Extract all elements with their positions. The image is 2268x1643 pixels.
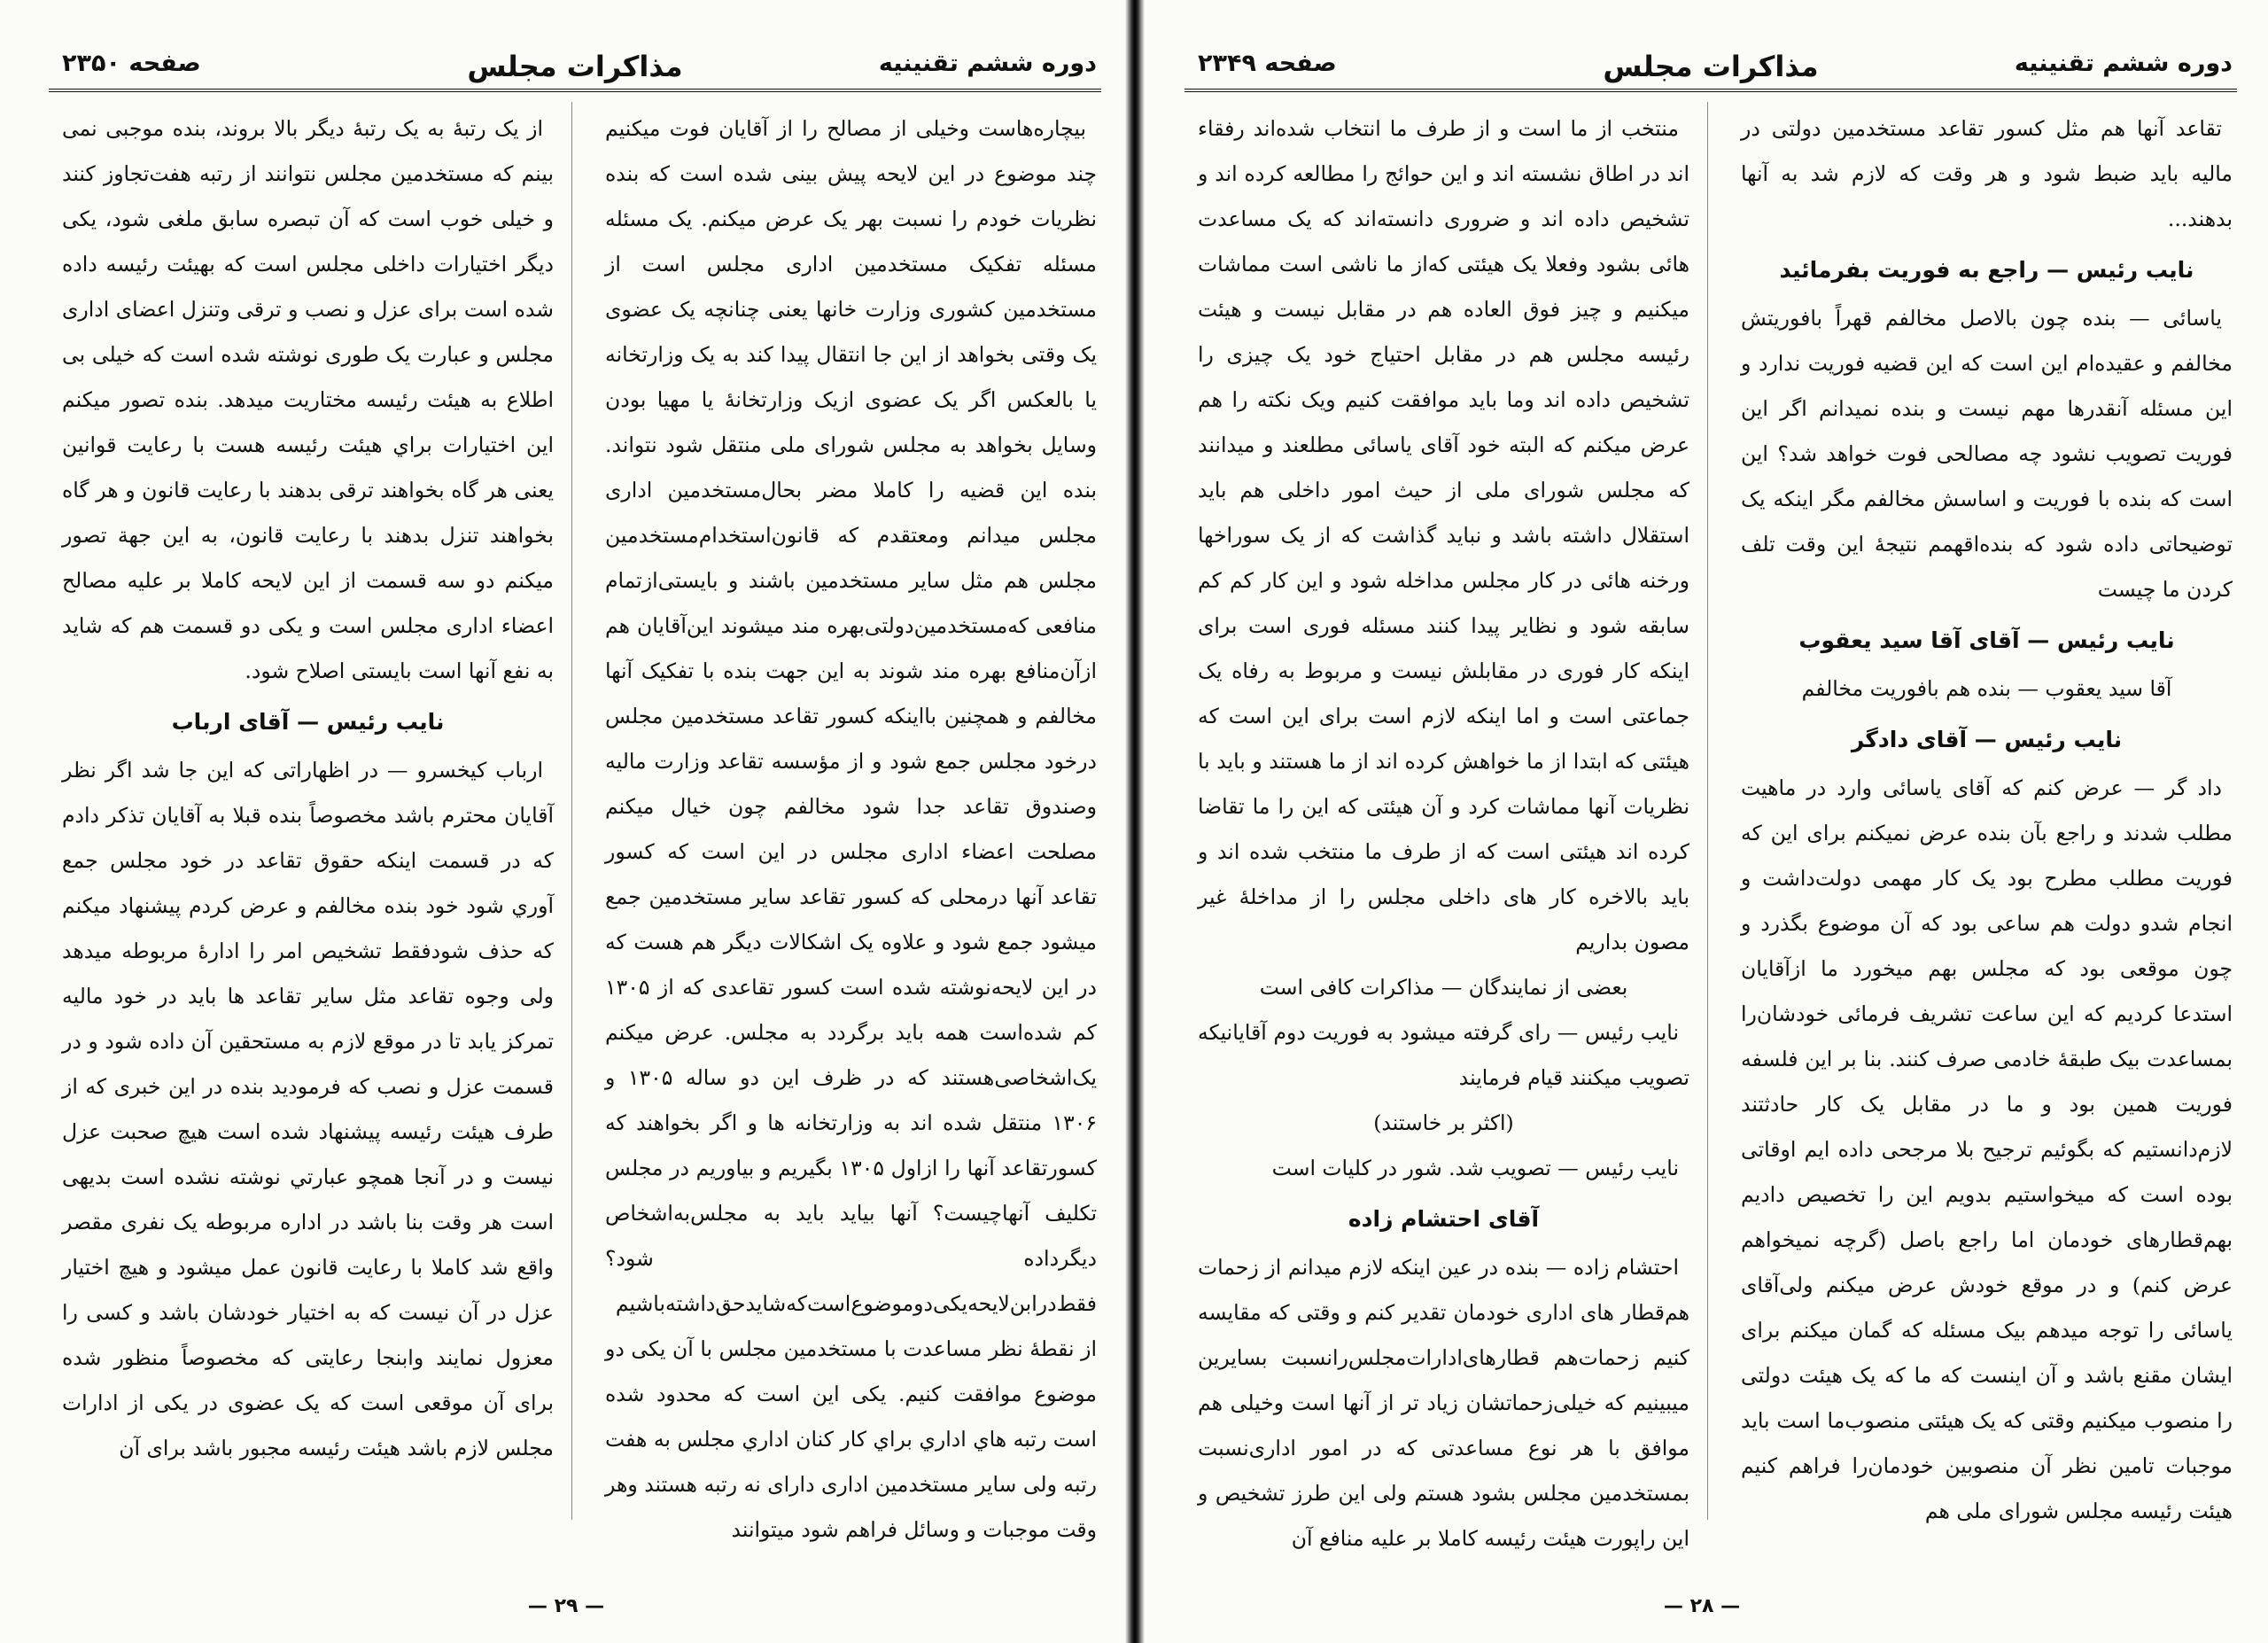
- text-column-left: [1198, 106, 1689, 1551]
- page-number: صفحه ۲۳۴۹: [1198, 50, 1337, 77]
- column-divider: [571, 102, 572, 1520]
- right-page: [1136, 0, 2268, 1643]
- paragraph: نایب رئیس — رای گرفته میشود به فوریت دوم آقایانیکه تصویب میکنند قیام فرمایند: [1198, 1020, 1689, 1090]
- page-header: [53, 43, 1097, 87]
- page-number: صفحه ۲۳۵۰: [62, 50, 201, 77]
- centered-line: (اکثر بر خاستند): [1373, 1110, 1514, 1135]
- page-footer: — ۲۹ —: [527, 1595, 605, 1617]
- paragraph: بیچاره‌هاست وخیلی از مصالح را از آقایان فوت میکنیم چند موضوع در این لایحه پیش بینی شده است که بنده نظریات خودم را نسبت بهر یک عرض میکنم. یک مسئله مسئله تفکیک مستخدمین اداری مجلس است از مستخدمین کشوری وزارت خانها یعنی چنانچه یک عضوی یک وقتی بخواهد از این جا انتقال پیدا کند به یک وزارتخانه یا بالعکس اگر یک عضوی ازیک وزارتخانهٔ یا مهیا بودن وسایل بخواهد به مجلس شورای ملی منتقل شود نتواند. بنده این قضیه را کاملا مضر بحال‌مستخدمین اداری مجلس میدانم ومعتقدم که قانون‌استخدام‌مستخدمین مجلس هم مثل سایر مستخدمین باشند و بایستی‌ازتمام منافعی که‌مستخدمین‌دولتی‌بهره مند میشوند این‌آقایان هم ازآن‌منافع بهره مند شوند به این جهت بنده با تفکیک آنها مخالفم و همچنین بااینکه کسور تقاعد مستخدمین مجلس درخود مجلس جمع شود و از مؤسسه تقاعد وزارت مالیه وصندوق تقاعد جدا شود مخالفم چون خیال میکنم مصلحت اعضاء اداری مجلس در این است که کسور تقاعد آنها درمحلی که کسور تقاعد سایر مستخدمین جمع میشود جمع شود و علاوه یک اشکالات دیگر هم هست که در این لایحه‌نوشته شده است کسور تقاعدی که از ۱۳۰۵ کم شده‌است همه باید برگردد به مجلس. عرض میکنم یک‌اشخاصی‌هستند که در ظرف این دو ساله ۱۳۰۵ و ۱۳۰۶ منتقل شده اند به وزارتخانه ها و اگر بخواهند که کسورتقاعد آنها را ازاول ۱۳۰۵ بگیریم و بیاوریم در مجلس تکلیف آنهاچیست؟ آنها بیاید باید به مجلس‌به‌اشخاص دیگرداده شود؟فقط‌درا‌بن‌لایحه‌یکی‌دو‌موضوع‌است‌که‌شاید‌حق‌داشته‌باشیم از نقطهٔ نظر مساعدت با مستخدمین مجلس با آن یکی دو موضوع موافقت کنیم. یکی این است که محدود شده است رتبه هاي اداري براي کار کنان اداري مجلس به هفت رتبه ولی سایر مستخدمین اداری دارای نه رتبه هستند وهر وقت موجبات و وسائل فراهم شود میتوانند: [605, 116, 1097, 1542]
- column-divider: [1707, 102, 1708, 1520]
- speaker-heading: نایب رئیس — آقای ارباب: [171, 709, 445, 735]
- left-page: [0, 0, 1132, 1643]
- page-header: [1189, 43, 2233, 87]
- header-rule: [1184, 89, 2237, 92]
- speaker-heading: نایب رئیس — آقای دادگر: [1851, 727, 2123, 752]
- paragraph: منتخب از ما است و از طرف ما انتخاب شده‌اند رفقاء اند در اطاق نشسته اند و این حوائج را مطالعه کرده اند و تشخیص داده اند و ضروری دانسته‌اند که یک مساعدت هائی بشود وفعلا یک هیئتی که‌از ما ناشی است مماشات میکنیم و چیز فوق العاده هم در مقابل نیست و هیئت رئیسه مجلس هم در مقابل احتیاج خود یک چیزی را تشخیص داده اند وما باید موافقت کنیم ویک نکته را هم عرض میکنم که البته خود آقای یاسائی مطلعند و میدانند که مجلس شورای ملی از حیث امور داخلی هم باید استقلال داشته باشد و نباید گذاشت که از یک سوراخها ورخنه هائی در کار مجلس مداخله شود و این کار کم کم سابقه شود و نظایر پیدا کنند مسئله فوری است برای اینکه کار فوری در مقابلش نیست و مربوط به رفاه یک جماعتی است و اما اینکه لازم است برای این است که هیئتی که ابتدا از ما خواهش کرده اند از ما هستند و باید با نظریات آنها مماشات کرد و آن هیئتی که این را ما تقاضا کرده اند هیئتی است که از طرف ما منتخب شده اند و باید بالاخره کار های داخلی مجلس را از مداخلهٔ غیر مصون بداریم: [1198, 116, 1689, 954]
- series-title: دوره ششم تقنینیه: [2014, 50, 2233, 77]
- page-footer: — ۲۸ —: [1663, 1595, 1741, 1617]
- paragraph: نایب رئیس — تصویب شد. شور در کلیات است: [1271, 1156, 1679, 1180]
- paragraph: احتشام زاده — بنده در عین اینکه لازم میدانم از زحمات هم‌قطار های اداری خودمان تقدیر کنم و وقتی که مقایسه کنیم زحمات‌هم قطارهای‌ادارات‌مجلس‌رانسبت بسایرین میبینیم که خیلی‌زحماتشان زیاد تر از آنها است وخیلی هم موافق با هر نوع مساعدتی که در امور اداری‌نسبت بمستخدمین مجلس بشود هستم ولی این طرز تشخیص و این راپورت هیئت رئیسه کاملا بر علیه منافع آن: [1198, 1255, 1689, 1551]
- paragraph: تقاعد آنها هم مثل کسور تقاعد مستخدمین دولتی در مالیه باید ضبط شود و هر وقت که لازم شد به آنها بدهند...: [1741, 116, 2233, 231]
- speaker-heading: نایب رئیس — آقای آقا سید یعقوب: [1798, 627, 2175, 653]
- header-rule: [49, 89, 1101, 92]
- centered-line: آقا سید یعقوب — بنده هم بافوریت مخالفم: [1801, 676, 2172, 701]
- speaker-heading: نایب رئیس — راجع به فوریت بفرمائید: [1779, 257, 2194, 283]
- page-title: مذاکرات مجلس: [467, 50, 683, 83]
- centered-line: بعضی از نمایندگان — مذاکرات کافی است: [1259, 975, 1628, 1000]
- series-title: دوره ششم تقنینیه: [878, 50, 1097, 77]
- text-column-right: [1741, 106, 2233, 1523]
- paragraph: داد گر — عرض کنم که آقای یاسائی وارد در ماهیت مطلب شدند و راجع بآن بنده عرض نمیکنم برای این که فوریت مطلب مطرح بود یک کار مهمی دولت‌داشت و انجام شدو دولت هم ساعی بود که آن موضوع بگذرد و چون موقعی بود که مجلس بهم میخورد ما ازآقایان استدعا کردیم که این ساعت تشریف فرمائی خودشان‌را بمساعدت بیک طبقهٔ خادمی صرف کنند. بنا بر این فلسفه فوریت همین بود و ما در مقابل یک کار حادثتند لازم‌دانستیم که بگوئیم ترجیح بلا مرجحی داده ایم اوقاتی بوده است که میخواستیم بدویم این را تخصیص دادیم بهم‌قطارهای خودمان اما راجع باصل (گرچه نمیخواهم عرض کنم) و در موقع خودش عرض میکنم ولی‌آقای یاسائی را توجه میدهم بیک مسئله که گمان میکنم برای ایشان مقنع باشد و آن اینست که ما که یک هیئت دولتی را منصوب میکنیم وقتی که یک هیئتی منصوب‌ما است باید موجبات تامین نظر آن منصوبین خودمان‌را فراهم کنیم هیئت رئیسه مجلس شورای ملی هم: [1741, 775, 2233, 1523]
- speaker-heading: آقای احتشام زاده: [1348, 1206, 1540, 1232]
- paragraph: از یک رتبهٔ به یک رتبهٔ دیگر بالا بروند، بنده موجبی نمی بینم که مستخدمین مجلس نتوانند از رتبه هفت‌تجاوز کنند و خیلی خوب است که آن تبصره سابق ملغی شود، یکی دیگر اختیارات داخلی مجلس است که بهیئت رئیسه داده شده است برای عزل و نصب و ترقی وتنزل اعضای اداری مجلس و عبارت یک طوری نوشته شده است که خیلی بی اطلاع به هیئت رئیسه مختاریت میدهد. بنده تصور میکنم این اختیارات براي هیئت رئیسه هست با رعایت قوانین یعنی هر گاه بخواهند ترقی بدهند با رعایت قانون و هر گاه بخواهند تنزل بدهند با رعایت قانون، به این جهة تصور میکنم دو سه قسمت از این لایحه کاملا بر علیه مصالح اعضاء اداری مجلس است و یکی دو قسمت هم که شاید به نفع آنها است بایستی اصلاح شود.: [62, 116, 554, 683]
- paragraph: یاسائی — بنده چون بالاصل مخالفم قهراً بافوریتش مخالفم و عقیده‌ام این است که این قضیه فوریت ندارد و این مسئله آنقدرها مهم نیست و بنده نمیدانم اگر این فوریت تصویب نشود چه مصالحی فوت خواهد شد؟ این است که بنده با فوریت و اساسش مخالفم مگر اینکه یک توضیحاتی داده شود که بنده‌اقهمم نتیجهٔ این وقت تلف کردن ما چیست: [1741, 306, 2233, 602]
- paragraph: ارباب کیخسرو — در اظهاراتی که این جا شد اگر نظر آقایان محترم باشد مخصوصاً بنده قبلا به آقایان تذکر دادم که در قسمت اینکه حقوق تقاعد در خود مجلس جمع آوري شود خود بنده مخالفم و عرض کردم پیشنهاد میکنم که حذف شودفقط تشخیص امر را ادارهٔ مربوطه میدهد ولی وجوه تقاعد مثل سایر تقاعد ها باید در خود مالیه تمرکز یابد تا در موقع لازم به مستحقین آن داده شود و در قسمت عزل و نصب که فرمودید بنده در این خبری که از طرف هیئت رئیسه پیشنهاد شده است هیچ صحبت عزل نیست و در آنجا همچو عبارتي نوشته نشده است بدیهی است هر وقت بنا باشد در اداره مربوطه یک نفری مقصر واقع شد کاملا با رعایت قانون عمل میشود و هیچ اختیار عزل در آن نیست که به اختیار خودشان باشد و کسی را معزول نمایند وابنجا رعایتی که مخصوصاً منظور شده برای آن موقعی است که یک عضوی در یکی از ادارات مجلس لازم باشد هیئت رئیسه مجبور باشد برای آن: [62, 758, 554, 1460]
- text-column-left: [62, 106, 554, 1515]
- book-gutter: [1125, 0, 1145, 1643]
- text-column-right: [605, 106, 1097, 1542]
- page-title: مذاکرات مجلس: [1603, 50, 1819, 83]
